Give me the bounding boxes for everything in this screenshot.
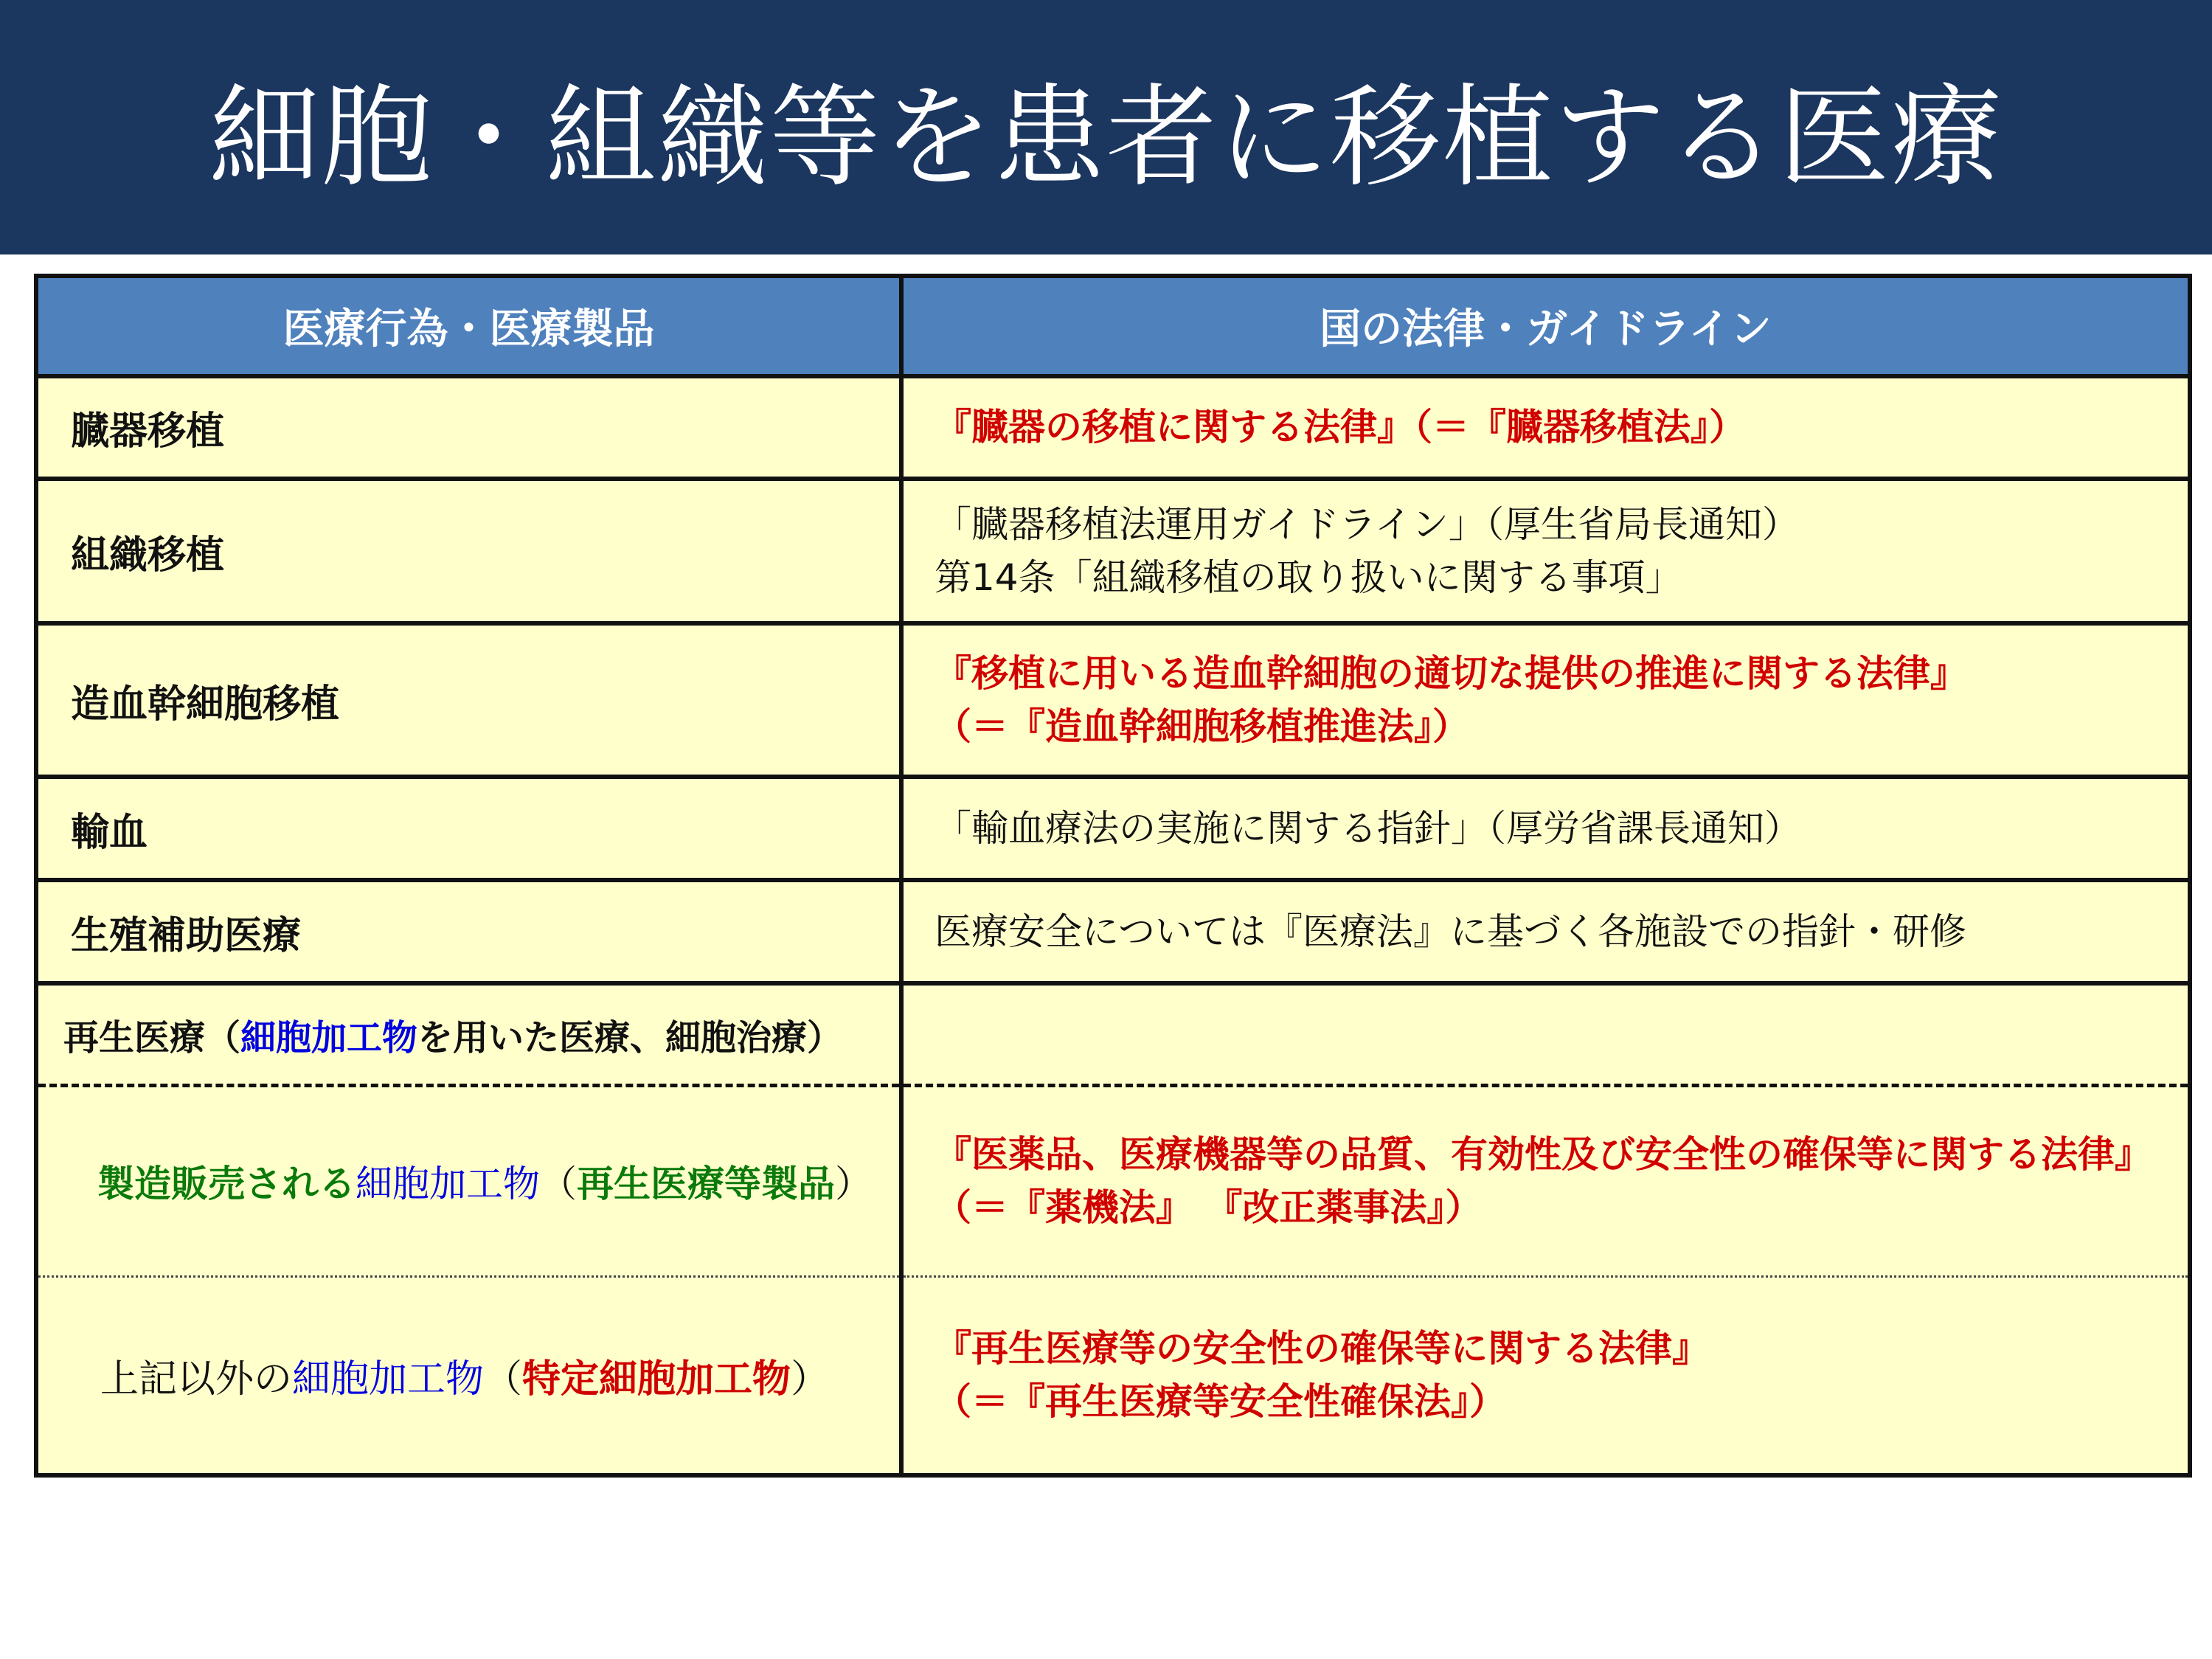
row-other-law [901,1276,2190,1475]
row-regen-label-c: を用いた医療、細胞治療） [417,1016,843,1059]
row-transfusion-label: 輸血 [36,777,901,880]
row-organ-law: 『臓器の移植に関する法律』（＝『臓器移植法』） [901,376,2190,479]
table-row [36,623,2190,777]
table-row [36,983,2190,1085]
header-medical-act: 医療行為・医療製品 [36,276,901,376]
row-other-law-line1: 『再生医療等の安全性の確保等に関する法律』 [935,1326,1709,1370]
law-table [34,274,2192,1478]
row-manufactured-label-d: 再生医療等製品 [577,1163,835,1205]
row-regen-label [36,983,901,1085]
header-law-guideline: 国の法律・ガイドライン [901,276,2190,376]
row-manufactured-law-line2: （＝『薬機法』 『改正薬事法』） [935,1186,1483,1229]
row-other-label-b: 細胞加工物 [292,1357,485,1402]
row-regen-law-empty [901,983,2190,1085]
row-tissue-label: 組織移植 [36,479,901,623]
row-other-label-c: （ [484,1357,523,1402]
row-tissue-law-line2: 第14条「組織移植の取り扱いに関する事項」 [935,556,1682,599]
row-hsc-law-line1: 『移植に用いる造血幹細胞の適切な提供の推進に関する法律』 [935,651,1967,695]
row-regen-label-a: 再生医療（ [63,1016,241,1059]
row-manufactured-law-line1: 『医薬品、医療機器等の品質、有効性及び安全性の確保等に関する法律』 [935,1132,2152,1176]
row-hsc-law-line2: （＝『造血幹細胞移植推進法』） [935,705,1469,748]
row-manufactured-label-b: 細胞加工物 [356,1163,540,1205]
table-row [36,479,2190,623]
table-row [36,376,2190,479]
row-other-label-a: 上記以外の [100,1357,293,1402]
row-manufactured-law [901,1085,2190,1276]
row-regen-label-b: 細胞加工物 [240,1016,418,1059]
row-transfusion-law: 「輸血療法の実施に関する指針」（厚労省課長通知） [901,777,2190,880]
table-row [36,1276,2190,1475]
row-organ-label: 臓器移植 [36,376,901,479]
row-other-law-line2: （＝『再生医療等安全性確保法』） [935,1380,1506,1424]
row-manufactured-label-a: 製造販売される [97,1163,356,1205]
table-row [36,880,2190,983]
row-manufactured-label-e: ） [835,1163,872,1205]
row-art-label: 生殖補助医療 [36,880,901,983]
row-tissue-law [901,479,2190,623]
row-hsc-label: 造血幹細胞移植 [36,623,901,777]
row-tissue-law-line1: 「臓器移植法運用ガイドライン」（厚生省局長通知） [935,502,1799,546]
row-other-label-d: 特定細胞加工物 [522,1357,791,1402]
page-title: 細胞・組織等を患者に移植する医療 [209,73,2003,202]
table-header-row [36,276,2190,376]
row-art-law: 医療安全については『医療法』に基づく各施設での指針・研修 [901,880,2190,983]
row-other-label [36,1276,901,1475]
row-manufactured-label [36,1085,901,1276]
table-row [36,1085,2190,1276]
table-row [36,777,2190,880]
row-hsc-law [901,623,2190,777]
row-other-label-e: ） [791,1357,830,1402]
row-manufactured-label-c: （ [540,1163,577,1205]
